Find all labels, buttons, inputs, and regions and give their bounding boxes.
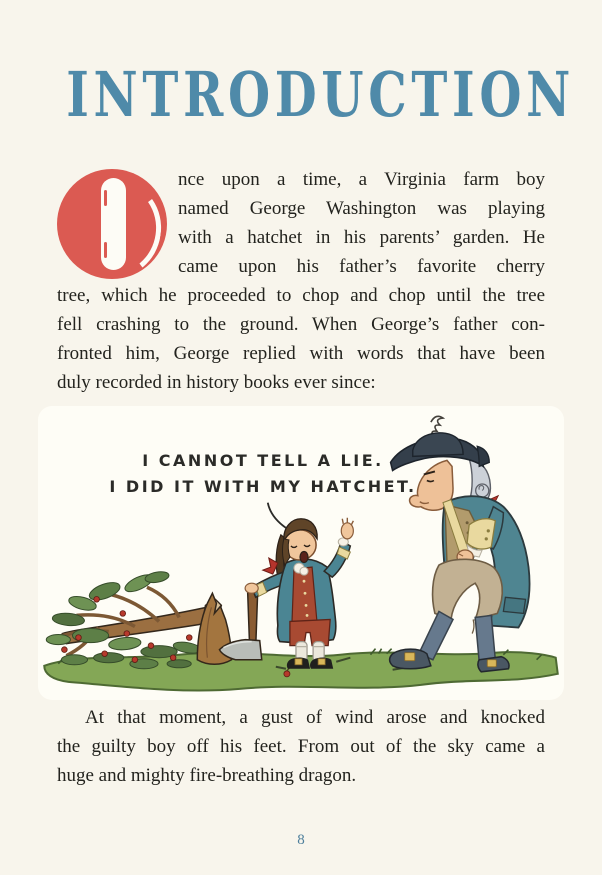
text-line: huge and mighty fire-breathing dragon. (57, 765, 357, 786)
closing-paragraph (57, 703, 545, 790)
boy-breeches (290, 619, 330, 645)
text-line: fronted him, George replied with words that have been (57, 343, 545, 364)
text-line: nce upon a time, a Virginia farm boy (178, 169, 545, 190)
text-line: with a hatchet in his parents’ garden. He (178, 227, 545, 248)
hand-on-hatchet (245, 583, 258, 593)
chapter-title: INTRODUCTION (66, 58, 576, 131)
text-line: named George Washington was playing (178, 198, 545, 219)
text-line: duly recorded in history books ever since: (57, 372, 376, 393)
speech-line2: I DID IT WITH MY HATCHET. (109, 477, 417, 496)
speech-line1: I CANNOT TELL A LIE. (142, 451, 384, 470)
father-leg (475, 615, 495, 661)
page-number: 8 (297, 832, 305, 848)
coat-cuff (467, 519, 495, 549)
father-breeches (433, 559, 503, 619)
open-mouth (300, 551, 308, 562)
text-line: tree, which he proceeded to chop and chop until the tree (57, 285, 545, 306)
text-line: came upon his father’s favorite cherry (178, 256, 545, 277)
young-george-figure (245, 518, 353, 669)
intro-paragraph (57, 165, 545, 397)
speech-text (38, 448, 488, 500)
cherry-tree-illustration (38, 406, 564, 700)
speech-tail (268, 503, 286, 528)
coat-pocket (503, 597, 525, 613)
raised-hand (341, 523, 353, 539)
text-line: the guilty boy off his feet. From out of the sky came a (57, 736, 545, 757)
dropcap-letter-o (57, 169, 167, 279)
text-line: At that moment, a gust of wind arose and knocked (85, 707, 545, 728)
text-line: fell crashing to the ground. When George’s father con- (57, 314, 545, 335)
